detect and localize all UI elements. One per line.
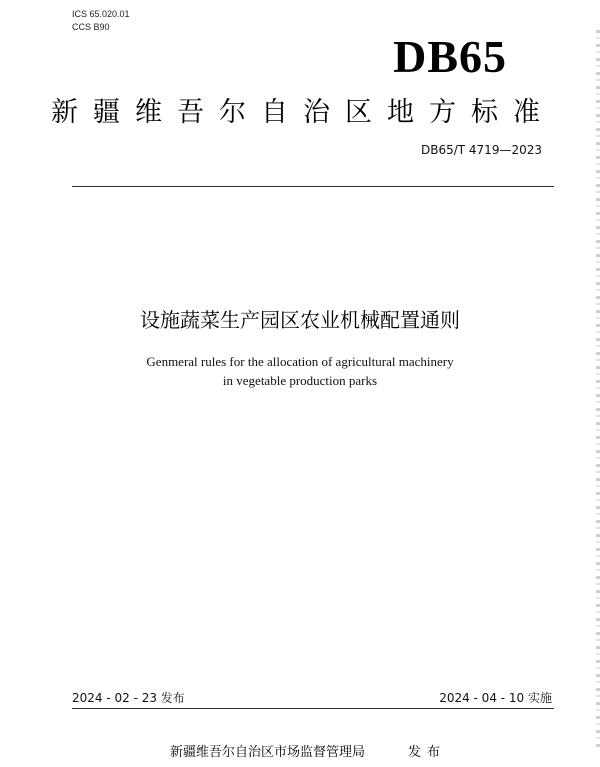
standard-type-heading: 新疆维吾尔自治区地方标准 (51, 97, 555, 128)
scan-edge-decoration (596, 30, 600, 750)
footer-divider (72, 708, 554, 709)
issuing-authority: 新疆维吾尔自治区市场监督管理局 (170, 745, 366, 760)
issue-date: 2024 - 02 - 23 发布 (72, 691, 185, 705)
classification-codes (72, 8, 130, 34)
title-chinese: 设施蔬菜生产园区农业机械配置通则 (140, 308, 460, 332)
ics-code: ICS 65.020.01 (72, 9, 130, 19)
title-english-line1: Genmeral rules for the allocation of agricultural machinery (146, 354, 454, 369)
issue-verb: 发布 (408, 745, 447, 760)
standard-mark: DB65 (393, 31, 507, 82)
implementation-date: 2024 - 04 - 10 实施 (439, 691, 552, 705)
title-english-line2: in vegetable production parks (222, 373, 378, 388)
standard-number: DB65/T 4719—2023 (420, 143, 542, 157)
header-divider (72, 186, 554, 187)
ccs-code: CCS B90 (72, 22, 110, 32)
